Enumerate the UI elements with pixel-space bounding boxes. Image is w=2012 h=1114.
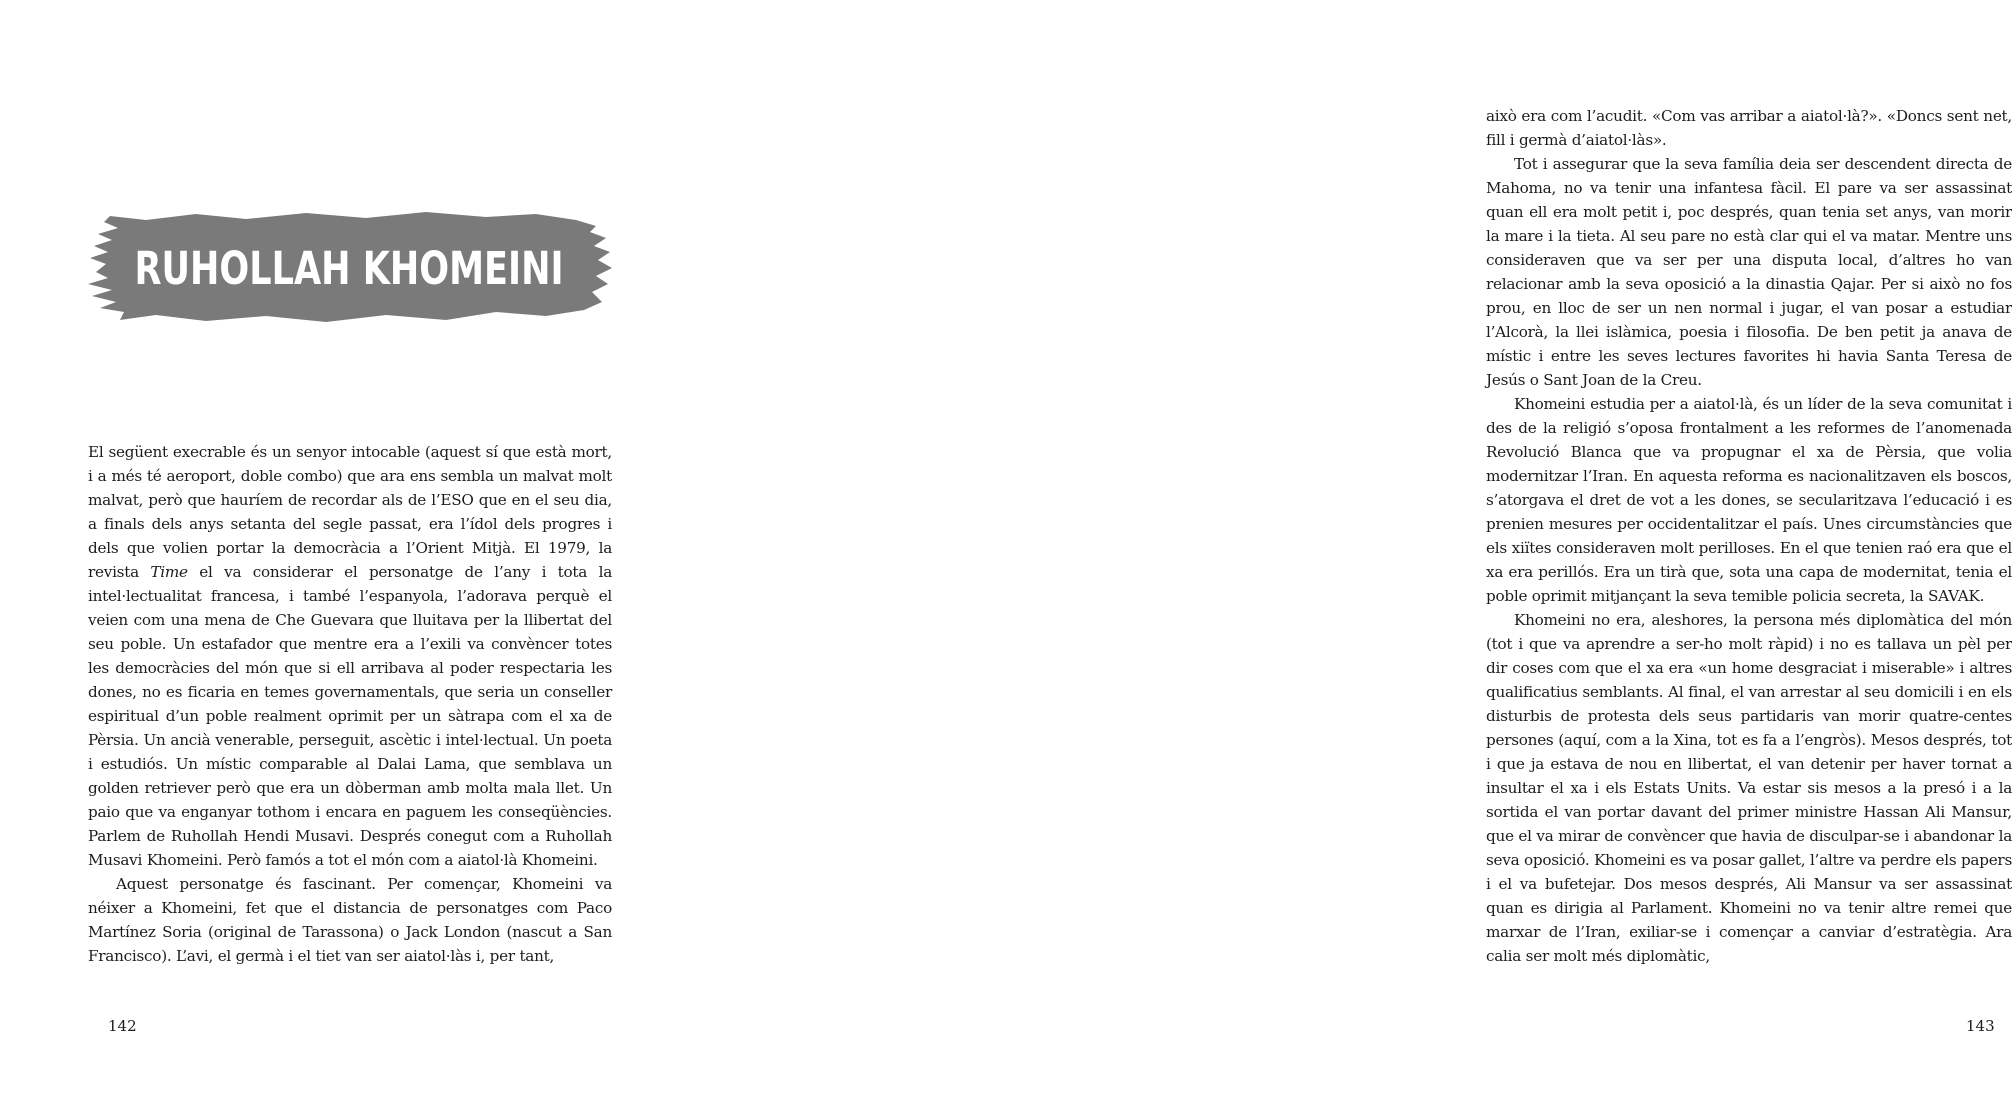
- right-body-text: [1486, 104, 2012, 968]
- paragraph: Khomeini no era, aleshores, la persona més diplomàtica del món (tot i que va aprendre a ser-ho molt ràpid) i no es tallava un pèl per dir coses com que el xa era «un home desgraciat i miserable» i altres qualificatius semblants. Al final, el van arrestar al seu domicili i en els disturbis de protesta dels seus partidaris van morir quatre-centes persones (aquí, com a la Xina, tot es fa a l’engròs). Mesos després, tot i que ja estava de nou en llibertat, el van detenir per haver tornat a insultar el xa i els Estats Units. Va estar sis mesos a la presó i a la sortida el van portar davant del primer ministre Hassan Ali Mansur, que el va mirar de convèncer que havia de disculpar-se i abandonar la seva oposició. Khomeini es va posar gallet, l’altre va perdre els papers i el va bufetejar. Dos mesos després, Ali Mansur va ser assassinat quan es dirigia al Parlament. Khomeini no va tenir altre remei que marxar de l’Iran, exiliar-se i començar a canviar d’estratègia. Ara calia ser molt més diplomàtic,: [1486, 611, 2012, 965]
- chapter-title: RUHOLLAH KHOMEINI: [134, 241, 564, 295]
- paragraph: Aquest personatge és fascinant. Per començar, Khomeini va néixer a Khomeini, fet que el distancia de personatges com Paco Martínez Soria (original de Tarassona) o Jack London (nascut a San Francisco). L’avi, el germà i el tiet van ser aiatol·làs i, per tant,: [88, 875, 612, 965]
- right-page: [700, 0, 2012, 1114]
- paragraph: [88, 440, 612, 872]
- page-number: 142: [108, 1017, 137, 1035]
- left-body-text: [88, 440, 612, 968]
- paragraph: això era com l’acudit. «Com vas arribar a aiatol·là?». «Doncs sent net, fill i germà d’aiatol·làs».: [1486, 107, 2012, 149]
- chapter-title-banner: [86, 212, 612, 324]
- paragraph: Khomeini estudia per a aiatol·là, és un líder de la seva comunitat i des de la religió s’oposa frontalment a les reformes de l’anomenada Revolució Blanca que va propugnar el xa de Pèrsia, que volia modernitzar l’Iran. En aquesta reforma es nacionalitzaven els boscos, s’atorgava el dret de vot a les dones, se secularitzava l’educació i es prenien mesures per occidentalitzar el país. Unes circumstàncies que els xiïtes consideraven molt perilloses. En el que tenien raó era que el xa era perillós. Era un tirà que, sota una capa de modernitat, tenia el poble oprimit mitjançant la seva temible policia secreta, la SAVAK.: [1486, 395, 2012, 605]
- left-page: [0, 0, 700, 1114]
- italic-title: Time: [150, 563, 188, 581]
- paragraph: Tot i assegurar que la seva família deia ser descendent directa de Mahoma, no va tenir una infantesa fàcil. El pare va ser assassinat quan ell era molt petit i, poc després, quan tenia set anys, van morir la mare i la tieta. Al seu pare no està clar qui el va matar. Mentre uns consideraven que va ser per una disputa local, d’altres ho van relacionar amb la seva oposició a la dinastia Qajar. Per si això no fos prou, en lloc de ser un nen normal i jugar, el van posar a estudiar l’Alcorà, la llei islàmica, poesia i filosofia. De ben petit ja anava de místic i entre les seves lectures favorites hi havia Santa Teresa de Jesús o Sant Joan de la Creu.: [1486, 155, 2012, 389]
- paragraph-text: el va considerar el personatge de l’any i tota la intel·lectualitat francesa, i també l’espanyola, l’adorava perquè el veien com una mena de Che Guevara que lluitava per la llibertat del seu poble. Un estafador que mentre era a l’exili va convèncer totes les democràcies del món que si ell arribava al poder respectaria les dones, no es ficaria en temes governamentals, que seria un conseller espiritual d’un poble realment oprimit per un sàtrapa com el xa de Pèrsia. Un ancià venerable, perseguit, ascètic i intel·lectual. Un poeta i estudiós. Un místic comparable al Dalai Lama, que semblava un golden retriever però que era un dòberman amb molta mala llet. Un paio que va enganyar tothom i encara en paguem les conseqüències. Parlem de Ruhollah Hendi Musavi. Després conegut com a Ruhollah Musavi Khomeini. Però famós a tot el món com a aiatol·là Khomeini.: [88, 563, 612, 869]
- paragraph-text: El següent execrable és un senyor intocable (aquest sí que està mort, i a més té aeroport, doble combo) que ara ens sembla un malvat molt malvat, però que hauríem de recordar als de l’ESO que en el seu dia, a finals dels anys setanta del segle passat, era l’ídol dels progres i dels que volien portar la democràcia a l’Orient Mitjà. El 1979, la revista: [88, 443, 612, 581]
- page-number: 143: [1966, 1017, 1995, 1035]
